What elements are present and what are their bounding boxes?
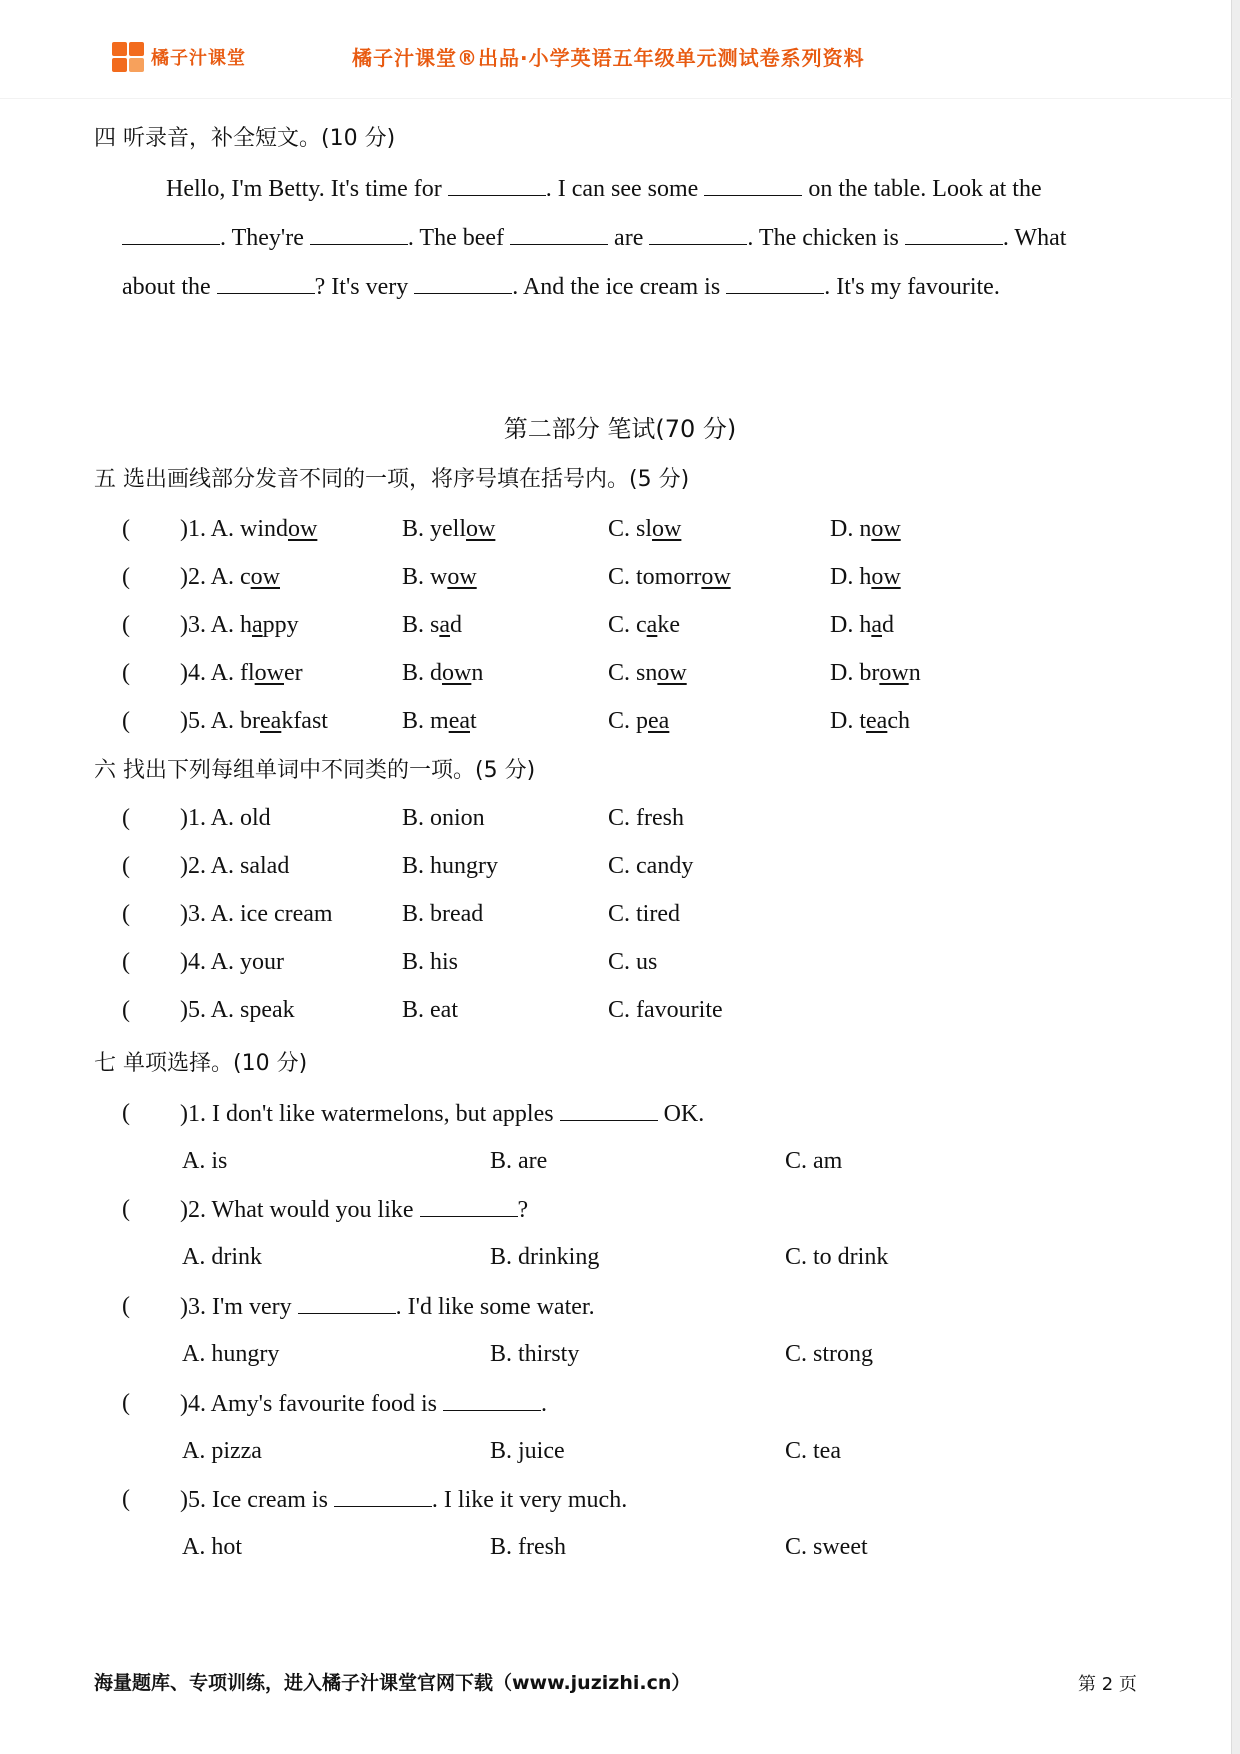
underlined-part: ea xyxy=(260,708,282,734)
question-part: )2. What would you like xyxy=(180,1197,420,1223)
question-text xyxy=(180,1194,528,1225)
answer-paren[interactable]: ( xyxy=(122,612,130,638)
question-row xyxy=(0,514,1240,544)
option[interactable]: C. am xyxy=(785,1148,843,1174)
answer-blank[interactable] xyxy=(310,222,408,245)
section5-heading: 五 选出画线部分发音不同的一项，将序号填在括号内。(5 分) xyxy=(94,467,690,492)
answer-blank[interactable] xyxy=(510,222,608,245)
option[interactable]: C. tea xyxy=(785,1438,841,1464)
option[interactable]: B. are xyxy=(490,1148,548,1174)
option[interactable]: B. onion xyxy=(402,805,485,831)
answer-paren[interactable]: ( xyxy=(122,1196,130,1222)
answer-blank[interactable] xyxy=(443,1388,541,1411)
option[interactable] xyxy=(180,658,303,688)
underlined-part: ow xyxy=(250,564,280,590)
answer-paren[interactable]: ( xyxy=(122,1390,130,1416)
word-part: br xyxy=(240,708,260,734)
option[interactable]: C. tired xyxy=(608,901,680,927)
option-label: B. xyxy=(402,660,431,686)
option[interactable]: )2. A. salad xyxy=(180,853,290,879)
word-part: sl xyxy=(636,516,653,542)
question-part: )3. I'm very xyxy=(180,1294,298,1320)
word-part: kfast xyxy=(281,708,328,734)
question-part: . I like it very much. xyxy=(431,1487,628,1513)
option[interactable]: B. eat xyxy=(402,997,458,1023)
option[interactable]: A. hungry xyxy=(182,1341,280,1367)
option[interactable] xyxy=(608,610,680,640)
word-part: c xyxy=(240,564,251,590)
part2-title: 第二部分 笔试(70 分) xyxy=(503,415,737,443)
option-label: B. xyxy=(402,708,431,734)
answer-blank[interactable] xyxy=(298,1291,396,1314)
underlined-part: ow xyxy=(879,660,909,686)
question-row xyxy=(0,1291,1240,1321)
underlined-part: a xyxy=(252,612,263,638)
word-part: p xyxy=(636,708,649,734)
word-part: n xyxy=(908,660,921,686)
option[interactable]: )4. A. your xyxy=(180,949,284,975)
question-text xyxy=(180,1388,547,1419)
option[interactable] xyxy=(830,706,910,736)
word-part: s xyxy=(430,612,440,638)
option[interactable]: B. drinking xyxy=(490,1244,600,1270)
underlined-part: ow xyxy=(466,516,496,542)
answer-blank[interactable] xyxy=(420,1194,518,1217)
option[interactable]: A. hot xyxy=(182,1534,242,1560)
option[interactable]: C. us xyxy=(608,949,658,975)
underlined-part: ea xyxy=(866,708,888,734)
question-row xyxy=(0,995,1240,1025)
answer-blank[interactable] xyxy=(905,222,1003,245)
question-row xyxy=(0,562,1240,592)
underlined-part: ow xyxy=(657,660,687,686)
question-row xyxy=(0,803,1240,833)
word-part: wind xyxy=(240,516,288,542)
section4-heading: 四 听录音，补全短文。(10 分) xyxy=(94,126,396,151)
passage-line-1: Hello, I'm Betty. It's time for . I can see some on the table. Look at the xyxy=(166,173,1042,204)
option[interactable] xyxy=(608,658,687,688)
option[interactable] xyxy=(830,610,894,640)
option[interactable]: )1. A. old xyxy=(180,805,271,831)
word-part: h xyxy=(859,612,872,638)
word-part: c xyxy=(636,612,647,638)
option-label: C. xyxy=(608,516,637,542)
option[interactable] xyxy=(830,562,901,592)
underlined-part: ow xyxy=(871,564,901,590)
option[interactable] xyxy=(402,514,495,544)
option[interactable] xyxy=(180,706,328,736)
question-part: )5. Ice cream is xyxy=(180,1487,334,1513)
option-label: B. xyxy=(402,564,431,590)
section6-heading: 六 找出下列每组单词中不同类的一项。(5 分) xyxy=(94,758,536,783)
logo-text: 橘子汁课堂 xyxy=(151,48,246,69)
option[interactable] xyxy=(180,514,317,544)
option[interactable] xyxy=(402,562,477,592)
option[interactable] xyxy=(402,610,462,640)
question-row xyxy=(0,899,1240,929)
option[interactable]: C. sweet xyxy=(785,1534,868,1560)
option[interactable]: A. pizza xyxy=(182,1438,262,1464)
answer-paren[interactable]: ( xyxy=(122,1486,130,1512)
word-part: h xyxy=(240,612,252,638)
answer-paren[interactable]: ( xyxy=(122,660,130,686)
word-part: d xyxy=(430,660,443,686)
option[interactable]: )5. A. speak xyxy=(180,997,295,1023)
option-label: D. xyxy=(830,708,860,734)
answer-paren[interactable]: ( xyxy=(122,853,130,879)
option[interactable]: B. thirsty xyxy=(490,1341,580,1367)
passage-line-3: about the ? It's very . And the ice cream is . It's my favourite. xyxy=(122,271,1000,302)
option[interactable] xyxy=(608,562,731,592)
word-part: yell xyxy=(430,516,467,542)
header-logo xyxy=(112,42,246,72)
option[interactable]: B. juice xyxy=(490,1438,565,1464)
option-label: C. xyxy=(608,660,637,686)
option-label: D. xyxy=(830,516,860,542)
word-part: n xyxy=(859,516,872,542)
question-part: OK. xyxy=(657,1101,705,1127)
option-label: C. xyxy=(608,708,637,734)
answer-paren[interactable]: ( xyxy=(122,997,130,1023)
answer-paren[interactable]: ( xyxy=(122,516,130,542)
answer-paren[interactable]: ( xyxy=(122,901,130,927)
underlined-part: ow xyxy=(701,564,731,590)
underlined-part: ow xyxy=(871,516,901,542)
word-part: t xyxy=(470,708,477,734)
question-row xyxy=(0,658,1240,688)
options-row xyxy=(0,1339,1240,1369)
answer-blank[interactable] xyxy=(726,271,824,294)
question-text xyxy=(180,1484,627,1515)
option[interactable] xyxy=(608,514,681,544)
answer-paren[interactable]: ( xyxy=(122,1293,130,1319)
answer-blank[interactable] xyxy=(704,173,802,196)
word-part: ke xyxy=(657,612,680,638)
answer-paren[interactable]: ( xyxy=(122,805,130,831)
word-part: h xyxy=(859,564,872,590)
option[interactable]: C. to drink xyxy=(785,1244,889,1270)
question-part: ? xyxy=(517,1197,529,1223)
option-label: D. xyxy=(830,564,860,590)
page-number: 第 2 页 xyxy=(1078,1674,1137,1695)
word-part: ch xyxy=(887,708,910,734)
option[interactable]: B. fresh xyxy=(490,1534,566,1560)
option[interactable]: C. candy xyxy=(608,853,694,879)
option-label: B. xyxy=(402,612,431,638)
answer-blank[interactable] xyxy=(122,222,220,245)
underlined-part: a xyxy=(439,612,451,638)
underlined-part: ow xyxy=(254,660,285,686)
underlined-part: ow xyxy=(442,660,472,686)
option-label: C. xyxy=(608,612,637,638)
passage-line-2: . They're . The beef are . The chicken is . What xyxy=(122,222,1066,253)
option-label: )1. A. xyxy=(180,516,240,542)
word-part: fl xyxy=(240,660,255,686)
word-part: tomorr xyxy=(636,564,702,590)
option[interactable] xyxy=(402,706,477,736)
answer-paren[interactable]: ( xyxy=(122,708,130,734)
question-part: )1. I don't like watermelons, but apples xyxy=(180,1101,560,1127)
option-label: )3. A. xyxy=(180,612,240,638)
question-row xyxy=(0,1194,1240,1224)
options-row xyxy=(0,1146,1240,1176)
question-row xyxy=(0,947,1240,977)
underlined-part: ea xyxy=(448,708,470,734)
option-label: D. xyxy=(830,612,860,638)
word-part: er xyxy=(284,660,303,686)
underlined-part: ow xyxy=(652,516,682,542)
options-row xyxy=(0,1532,1240,1562)
option[interactable] xyxy=(180,610,299,640)
options-row xyxy=(0,1242,1240,1272)
option[interactable]: B. his xyxy=(402,949,459,975)
word-part: ppy xyxy=(262,612,299,638)
option-label: B. xyxy=(402,516,431,542)
answer-blank[interactable] xyxy=(448,173,546,196)
option[interactable] xyxy=(608,706,669,736)
answer-paren[interactable]: ( xyxy=(122,564,130,590)
header-title: 橘子汁课堂®出品·小学英语五年级单元测试卷系列资料 xyxy=(352,46,865,70)
option[interactable] xyxy=(830,514,901,544)
answer-blank[interactable] xyxy=(334,1484,432,1507)
footer-promo: 海量题库、专项训练，进入橘子汁课堂官网下载（www.juzizhi.cn） xyxy=(94,1672,691,1694)
option[interactable]: A. drink xyxy=(182,1244,262,1270)
option-label: )5. A. xyxy=(180,708,240,734)
option[interactable]: A. is xyxy=(182,1148,228,1174)
word-part: d xyxy=(882,612,894,638)
answer-paren[interactable]: ( xyxy=(122,1100,130,1126)
underlined-part: a xyxy=(871,612,882,638)
question-row xyxy=(0,610,1240,640)
question-part: . I'd like some water. xyxy=(395,1294,595,1320)
question-row xyxy=(0,1484,1240,1514)
word-part: m xyxy=(430,708,449,734)
underlined-part: ow xyxy=(447,564,477,590)
option[interactable]: C. fresh xyxy=(608,805,684,831)
word-part: sn xyxy=(636,660,658,686)
underlined-part: ea xyxy=(648,708,670,734)
question-part: )4. Amy's favourite food is xyxy=(180,1391,443,1417)
question-part: . xyxy=(540,1391,547,1417)
section7-heading: 七 单项选择。(10 分) xyxy=(94,1051,308,1076)
option-label: )2. A. xyxy=(180,564,240,590)
question-row xyxy=(0,851,1240,881)
question-text xyxy=(180,1098,704,1129)
option-label: D. xyxy=(830,660,860,686)
answer-paren[interactable]: ( xyxy=(122,949,130,975)
question-row xyxy=(0,706,1240,736)
word-part: br xyxy=(859,660,880,686)
option-label: C. xyxy=(608,564,637,590)
option[interactable]: C. strong xyxy=(785,1341,874,1367)
option[interactable] xyxy=(402,658,483,688)
option[interactable] xyxy=(830,658,921,688)
question-text xyxy=(180,1291,595,1322)
option[interactable]: B. hungry xyxy=(402,853,498,879)
word-part: d xyxy=(450,612,463,638)
option-label: )4. A. xyxy=(180,660,240,686)
option[interactable]: C. favourite xyxy=(608,997,723,1023)
question-row xyxy=(0,1388,1240,1418)
underlined-part: ow xyxy=(288,516,318,542)
answer-blank[interactable] xyxy=(217,271,315,294)
word-part: w xyxy=(430,564,448,590)
answer-blank[interactable] xyxy=(560,1098,658,1121)
logo-icon xyxy=(112,42,145,72)
answer-blank[interactable] xyxy=(414,271,512,294)
word-part: n xyxy=(471,660,484,686)
option[interactable]: )3. A. ice cream xyxy=(180,901,333,927)
answer-blank[interactable] xyxy=(649,222,747,245)
options-row xyxy=(0,1436,1240,1466)
option[interactable] xyxy=(180,562,280,592)
header-divider xyxy=(0,98,1232,99)
word-part: t xyxy=(859,708,867,734)
underlined-part: a xyxy=(646,612,658,638)
question-row xyxy=(0,1098,1240,1128)
option[interactable]: B. bread xyxy=(402,901,484,927)
